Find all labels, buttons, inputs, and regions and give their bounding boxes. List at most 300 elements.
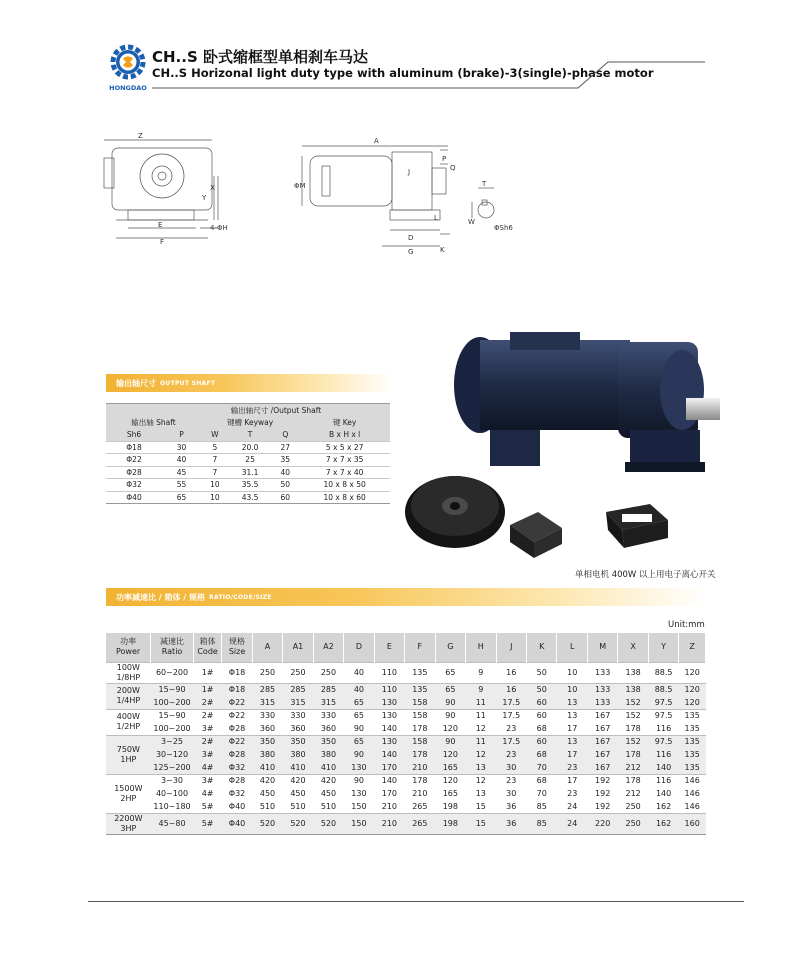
svg-text:G: G	[408, 248, 414, 256]
table-cell: 167	[587, 735, 617, 748]
col-header-primary: 功率	[120, 637, 137, 647]
table-cell: 210	[374, 813, 404, 834]
svg-text:D: D	[408, 234, 414, 242]
table-cell: 120	[679, 662, 706, 683]
table-cell: Φ18	[126, 442, 142, 452]
table-cell: 250	[252, 662, 282, 683]
table-cell: 360	[290, 723, 306, 733]
table-cell: 380	[313, 748, 343, 761]
table-cell: 250	[625, 801, 641, 811]
table-cell: 30	[496, 761, 526, 774]
col-header-primary: K	[539, 642, 545, 652]
table-cell: 36	[506, 801, 517, 811]
table-row	[106, 748, 706, 761]
table-cell: 60~200	[151, 662, 194, 683]
table-cell: 50	[280, 480, 291, 490]
table-cell: 13	[466, 761, 496, 774]
power-label: 2200W	[114, 813, 143, 823]
col-header	[222, 633, 252, 662]
col-header	[193, 633, 221, 662]
table-cell: 152	[618, 735, 648, 748]
col-header	[252, 633, 282, 662]
section-title-en: OUTPUT SHAFT	[160, 379, 216, 387]
table-cell: 210	[381, 801, 398, 811]
table-cell: 60	[527, 696, 557, 709]
col-header	[344, 633, 374, 662]
col-header	[587, 633, 617, 662]
switch-module-1	[510, 512, 562, 558]
power-cell	[106, 683, 151, 709]
svg-text:ΦM: ΦM	[294, 182, 306, 190]
table-cell: 4#	[193, 761, 221, 774]
table-cell: 70	[536, 789, 547, 798]
col-header	[557, 633, 587, 662]
table-cell: 43.5	[241, 492, 259, 502]
power-label: 400W	[116, 712, 140, 721]
power-label: 3HP	[120, 823, 137, 833]
table-cell: 110	[374, 683, 404, 696]
table-row	[106, 683, 706, 696]
col-header: Sh6	[126, 430, 142, 439]
table-cell: 30	[176, 442, 187, 452]
table-cell: 130	[351, 789, 367, 798]
table-row	[106, 454, 390, 467]
col-header	[496, 633, 526, 662]
table-cell: 3~25	[151, 735, 194, 748]
power-cell	[106, 813, 151, 834]
table-cell: 90	[435, 709, 465, 722]
table-cell: 68	[527, 748, 557, 761]
col-header	[374, 633, 404, 662]
table-row	[106, 479, 390, 492]
output-shaft-section-header	[106, 374, 392, 392]
table-cell: 120	[435, 748, 465, 761]
table-cell: 135	[684, 723, 700, 733]
table-cell: 17	[557, 748, 587, 761]
table-cell: Φ18	[222, 683, 252, 696]
table-cell: 110~180	[153, 801, 191, 811]
table-row	[106, 696, 706, 709]
table-cell: 250	[283, 662, 313, 683]
col-header-primary: A	[264, 642, 271, 652]
table-cell: 13	[557, 696, 587, 709]
table-cell: 13	[557, 735, 587, 748]
table-cell: 11	[466, 696, 496, 709]
col-header-primary: L	[569, 642, 575, 652]
page-title-en: CH..S Horizonal light duty type with aluminum (brake)-3(single)-phase motor	[152, 66, 654, 80]
table-cell: 17.5	[496, 709, 526, 722]
table-cell: 13	[557, 709, 587, 722]
table-cell: 178	[405, 774, 435, 787]
table-row	[106, 722, 706, 735]
table-cell: 20.0	[241, 442, 259, 452]
table-cell: 17	[567, 723, 578, 733]
table-cell: 5#	[193, 813, 221, 834]
col-header-primary: H	[477, 642, 484, 652]
col-header: W	[211, 430, 219, 439]
power-label: 750W	[116, 744, 140, 754]
table-cell: 3#	[193, 748, 221, 761]
table-cell: 25	[245, 455, 255, 465]
table-row	[106, 466, 390, 479]
table-cell: 12	[475, 723, 486, 733]
col-header: Q	[282, 430, 289, 439]
table-cell: 85	[527, 813, 557, 834]
table-cell: 65	[344, 735, 374, 748]
table-cell: 27	[280, 442, 291, 452]
table-cell: 9	[466, 662, 496, 683]
table-cell: 510	[320, 801, 337, 811]
col-header	[466, 633, 496, 662]
table-cell: 17.5	[496, 696, 526, 709]
table-cell: 23	[496, 774, 526, 787]
table-cell: 5	[212, 442, 218, 452]
table-cell: Φ18	[222, 662, 252, 683]
col-header: B x H x l	[328, 430, 361, 439]
table-cell: 178	[618, 748, 648, 761]
col-header	[283, 633, 313, 662]
table-cell: 152	[618, 709, 648, 722]
table-cell: 40	[280, 467, 291, 477]
table-cell: 410	[252, 761, 282, 774]
col-header	[151, 633, 194, 662]
table-cell: 510	[259, 801, 276, 811]
table-cell: 23	[506, 723, 517, 733]
table-cell: 450	[290, 789, 306, 798]
table-cell: 50	[527, 683, 557, 696]
table-cell: 330	[283, 709, 313, 722]
table-cell: 10	[557, 683, 587, 696]
col-header-primary: 规格	[229, 637, 246, 647]
power-label: 1HP	[120, 754, 137, 764]
table-cell: 65	[435, 683, 465, 696]
table-cell: 10 x 8 x 60	[323, 492, 366, 502]
table-cell: 65	[176, 492, 187, 502]
photo-caption: 单相电机 400W 以上用电子离心开关	[575, 570, 716, 580]
col-header-primary: A1	[292, 642, 304, 652]
table-cell: 135	[405, 683, 435, 696]
table-cell: 90	[435, 735, 465, 748]
power-cell	[106, 735, 151, 774]
col-header-primary: Z	[689, 642, 695, 652]
table-cell: Φ40	[228, 801, 246, 811]
table-cell: 68	[527, 774, 557, 787]
table-cell: Φ22	[126, 455, 142, 465]
table-cell: 3#	[201, 723, 214, 733]
table-cell: 23	[557, 761, 587, 774]
table-cell: 90	[435, 696, 465, 709]
table-cell: 192	[587, 774, 617, 787]
svg-text:L: L	[434, 214, 438, 222]
table-cell: 133	[587, 696, 617, 709]
col-header-primary: Y	[661, 642, 667, 652]
svg-text:Y: Y	[202, 194, 207, 202]
table-cell: 250	[618, 813, 648, 834]
table-cell: 13	[475, 789, 486, 798]
table-cell: 130	[374, 709, 404, 722]
table-cell: 3#	[193, 774, 221, 787]
table-cell: Φ28	[222, 748, 252, 761]
section-title-en: RATIO/CODE/SIZE	[208, 593, 272, 601]
hongdao-logo	[104, 40, 152, 92]
table-cell: 11	[466, 709, 496, 722]
table-cell: 265	[412, 801, 428, 811]
table-cell: Φ40	[222, 813, 252, 834]
table-cell: 380	[252, 748, 282, 761]
table-cell: 198	[442, 801, 458, 811]
table-cell: 420	[283, 774, 313, 787]
table-cell: 420	[252, 774, 282, 787]
table-cell: 60	[527, 709, 557, 722]
gear-motor	[454, 332, 720, 472]
ratio-code-size-section-header	[106, 588, 706, 606]
table-cell: 192	[595, 789, 611, 798]
table-cell: 420	[313, 774, 343, 787]
svg-text:Q: Q	[450, 164, 456, 172]
table-cell: 192	[595, 801, 611, 811]
svg-text:Z: Z	[138, 132, 143, 140]
table-cell: 140	[381, 723, 398, 733]
table-cell: 285	[313, 683, 343, 696]
table-row	[106, 735, 706, 748]
table-cell: 170	[381, 789, 398, 798]
table-cell: 2#	[193, 709, 221, 722]
table-cell: 158	[405, 709, 435, 722]
table-cell: 520	[283, 813, 313, 834]
table-cell: 178	[412, 723, 428, 733]
table-cell: 68	[536, 723, 547, 733]
table-cell: 210	[412, 789, 428, 798]
table-cell: Φ32	[126, 480, 142, 490]
table-cell: 70	[527, 761, 557, 774]
table-cell: 450	[259, 789, 276, 798]
table-cell: 3~30	[151, 774, 194, 787]
table-cell: 1#	[193, 683, 221, 696]
table-cell: 116	[655, 723, 672, 733]
table-cell: 45~80	[151, 813, 194, 834]
table-row	[106, 491, 390, 504]
section-title-cn: 功率减速比 / 箱体 / 规格	[116, 592, 205, 602]
table-row	[106, 761, 706, 774]
table-cell: 380	[283, 748, 313, 761]
svg-text:ΦSh6: ΦSh6	[494, 224, 513, 232]
table-cell: 265	[405, 813, 435, 834]
table-cell: 12	[466, 748, 496, 761]
brake-disc	[405, 476, 505, 548]
col-header-primary: G	[447, 642, 454, 652]
power-label: 1/4HP	[116, 696, 141, 705]
spec-table-body	[106, 662, 706, 834]
table-cell: 162	[655, 801, 672, 811]
col-header-primary: 减速比	[160, 637, 185, 647]
col-header-secondary: Ratio	[161, 647, 183, 657]
table-cell: 10	[210, 492, 220, 502]
table-cell: 162	[648, 813, 678, 834]
table-cell: 410	[313, 761, 343, 774]
table-cell: 133	[587, 683, 617, 696]
table-cell: 10	[557, 662, 587, 683]
power-label: 1500W	[114, 783, 143, 793]
table-cell: 17	[557, 774, 587, 787]
table-cell: 65	[344, 696, 374, 709]
table-cell: 65	[435, 662, 465, 683]
table-row	[106, 709, 706, 722]
dimension-drawing	[90, 128, 530, 268]
table-cell: 152	[618, 696, 648, 709]
col-header	[527, 633, 557, 662]
table-cell: 350	[283, 735, 313, 748]
table-cell: 45	[176, 467, 187, 477]
table-cell: 50	[527, 662, 557, 683]
spec-table	[106, 633, 706, 835]
table-row	[106, 787, 706, 800]
table-cell: 140	[655, 789, 672, 798]
table-cell: 350	[313, 735, 343, 748]
table-cell: 40	[176, 455, 187, 465]
col-header	[435, 633, 465, 662]
table-cell: 167	[587, 709, 617, 722]
table-cell: 36	[496, 813, 526, 834]
table-cell: 16	[496, 662, 526, 683]
table-cell: 88.5	[648, 662, 678, 683]
col-group-shaft: 输出轴 Shaft	[131, 417, 176, 427]
col-header	[679, 633, 706, 662]
table-cell: 410	[283, 761, 313, 774]
table-cell: 30~120	[151, 748, 194, 761]
table-cell: 97.5	[648, 735, 678, 748]
table-cell: 138	[618, 662, 648, 683]
table-cell: 7 x 7 x 35	[325, 455, 364, 465]
table-cell: 85	[536, 801, 547, 811]
table-cell: 90	[344, 748, 374, 761]
svg-text:W: W	[468, 218, 475, 226]
table-cell: 510	[290, 801, 306, 811]
table-cell: 167	[595, 723, 611, 733]
svg-text:X: X	[210, 184, 215, 192]
table-cell: 315	[313, 696, 343, 709]
table-row	[106, 800, 706, 813]
footer-divider	[88, 901, 744, 902]
col-header-primary: D	[355, 642, 362, 652]
table-cell: 31.1	[241, 467, 259, 477]
table-cell: Φ22	[222, 735, 252, 748]
col-header-secondary: Code	[197, 647, 218, 657]
col-group-key: 键 Key	[332, 417, 357, 427]
section-title-cn: 输出轴尺寸	[116, 378, 156, 388]
table-cell: 520	[313, 813, 343, 834]
table-cell: 10 x 8 x 50	[323, 480, 366, 490]
table-cell: 2#	[193, 696, 221, 709]
table-cell: 135	[679, 709, 706, 722]
table-cell: Φ22	[222, 696, 252, 709]
table-cell: 100~200	[153, 723, 191, 733]
table-cell: 135	[679, 761, 706, 774]
col-header-secondary: Power	[116, 647, 141, 657]
table-cell: 7	[212, 455, 218, 465]
svg-text:E: E	[158, 221, 163, 229]
table-cell: 40~100	[155, 789, 189, 798]
col-header: P	[179, 430, 184, 439]
col-header	[648, 633, 678, 662]
table-cell: 11	[466, 735, 496, 748]
table-cell: 198	[435, 813, 465, 834]
table-cell: 9	[466, 683, 496, 696]
table-cell: 315	[252, 696, 282, 709]
table-cell: 130	[374, 696, 404, 709]
table-cell: 116	[648, 748, 678, 761]
table-cell: 16	[496, 683, 526, 696]
svg-text:4-ΦH: 4-ΦH	[210, 224, 228, 232]
table-cell: 15~90	[151, 683, 194, 696]
shaft-table-group-header: 输出轴尺寸 /Output Shaft	[230, 405, 322, 415]
table-cell: 1#	[193, 662, 221, 683]
table-cell: 360	[259, 723, 276, 733]
table-cell: 60	[527, 735, 557, 748]
table-cell: Φ28	[222, 774, 252, 787]
svg-text:J: J	[408, 168, 411, 176]
table-cell: 15	[475, 801, 486, 811]
table-cell: 158	[405, 735, 435, 748]
power-label: 100W	[116, 662, 140, 672]
table-cell: 65	[344, 709, 374, 722]
table-cell: 15	[466, 813, 496, 834]
switch-module-2	[606, 504, 668, 548]
table-cell: 40	[344, 662, 374, 683]
table-cell: 520	[252, 813, 282, 834]
spec-table-header	[106, 633, 706, 662]
table-cell: 23	[567, 789, 578, 798]
table-cell: 90	[353, 723, 365, 733]
table-cell: 7	[212, 467, 218, 477]
table-cell: 165	[435, 761, 465, 774]
table-cell: 146	[684, 789, 700, 798]
power-label: 2HP	[120, 793, 137, 803]
table-cell: 24	[567, 801, 578, 811]
col-header	[405, 633, 435, 662]
table-cell: 120	[442, 723, 458, 733]
table-cell: 90	[344, 774, 374, 787]
svg-text:A: A	[374, 137, 379, 145]
table-cell: 146	[679, 774, 706, 787]
svg-text:K: K	[440, 246, 445, 254]
power-label: 1/8HP	[116, 672, 141, 682]
table-cell: 178	[625, 723, 641, 733]
table-cell: 220	[587, 813, 617, 834]
brand-name: HONGDAO	[109, 84, 147, 92]
table-cell: 170	[374, 761, 404, 774]
table-cell: 210	[405, 761, 435, 774]
table-cell: 110	[374, 662, 404, 683]
svg-text:F: F	[160, 238, 165, 246]
unit-label: Unit:mm	[668, 620, 705, 630]
col-header-primary: J	[510, 642, 513, 652]
table-cell: 330	[252, 709, 282, 722]
table-row	[106, 662, 706, 683]
table-row	[106, 813, 706, 834]
table-cell: 2#	[193, 735, 221, 748]
table-cell: 150	[351, 801, 367, 811]
col-header	[618, 633, 648, 662]
table-cell: 450	[320, 789, 337, 798]
table-cell: 30	[506, 789, 517, 798]
table-cell: 130	[374, 735, 404, 748]
table-cell: Φ32	[228, 789, 246, 798]
power-cell	[106, 662, 151, 683]
col-header-primary: M	[599, 642, 607, 652]
table-cell: 140	[374, 748, 404, 761]
table-cell: 135	[679, 735, 706, 748]
table-cell: 97.5	[648, 709, 678, 722]
